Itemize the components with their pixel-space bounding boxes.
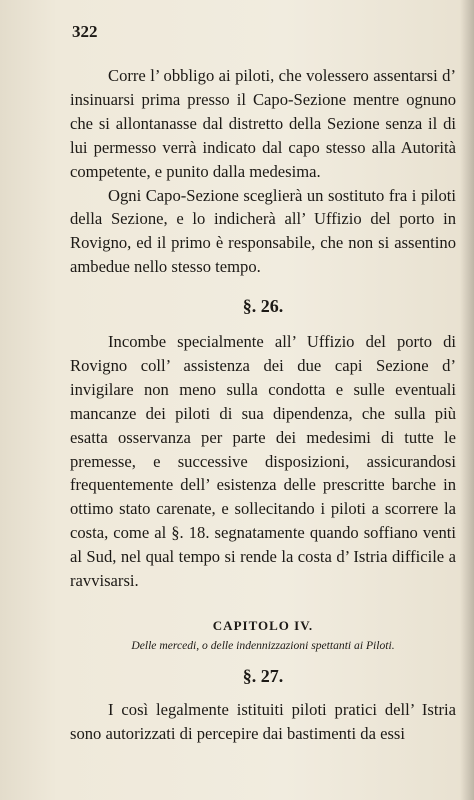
section-heading-27: §. 27. xyxy=(242,666,284,686)
paragraph: Corre l’ obbligo ai piloti, che volessero assentarsi d’ insinuarsi prima presso il Capo-Sezione mentre ognuno che si allontanasse dal distretto della Sezione senza il di lui permesso verrà indicato dal capo stesso alla Autorità competente, e punito dalla medesima. xyxy=(70,66,456,181)
paragraph: Incombe specialmente all’ Uffizio del porto di Rovigno coll’ assistenza dei due capi Sezione d’ invigilare non meno sulla condotta e sulle eventuali mancanze dei piloti di sua dipendenza, che sulla più esatta osservanza per parte dei medesimi di tutte le premesse, e successive disposizioni, assicurandosi frequentemente dell’ esistenza delle prescritte barche in ottimo stato carenate, e sollecitando i piloti a scorrere la costa, come al §. 18. segnatamente quando soffiano venti al Sud, nel qual tempo si rende la costa d’ Istria difficile a ravvisarsi. xyxy=(70,332,456,591)
section-heading-26: §. 26. xyxy=(242,296,284,316)
top-text-block xyxy=(70,64,456,279)
chapter-title: CAPITOLO IV. xyxy=(212,618,314,633)
section-26-text-block xyxy=(70,330,456,593)
paragraph: I così legalmente istituiti piloti pratici dell’ Istria sono autorizzati di percepire dai bastimenti da essi xyxy=(70,700,456,743)
page-number: 322 xyxy=(72,22,98,41)
section-27-text-block xyxy=(70,698,456,746)
paragraph: Ogni Capo-Sezione sceglierà un sostituto fra i piloti della Sezione, e lo indicherà all’ Uffizio del porto in Rovigno, ed il primo è responsabile, che non si assentino ambedue nello stesso tempo. xyxy=(70,185,456,277)
chapter-subtitle: Delle mercedi, o delle indennizzazioni spettanti ai Piloti. xyxy=(131,639,395,652)
page-spine-shadow xyxy=(460,0,474,800)
